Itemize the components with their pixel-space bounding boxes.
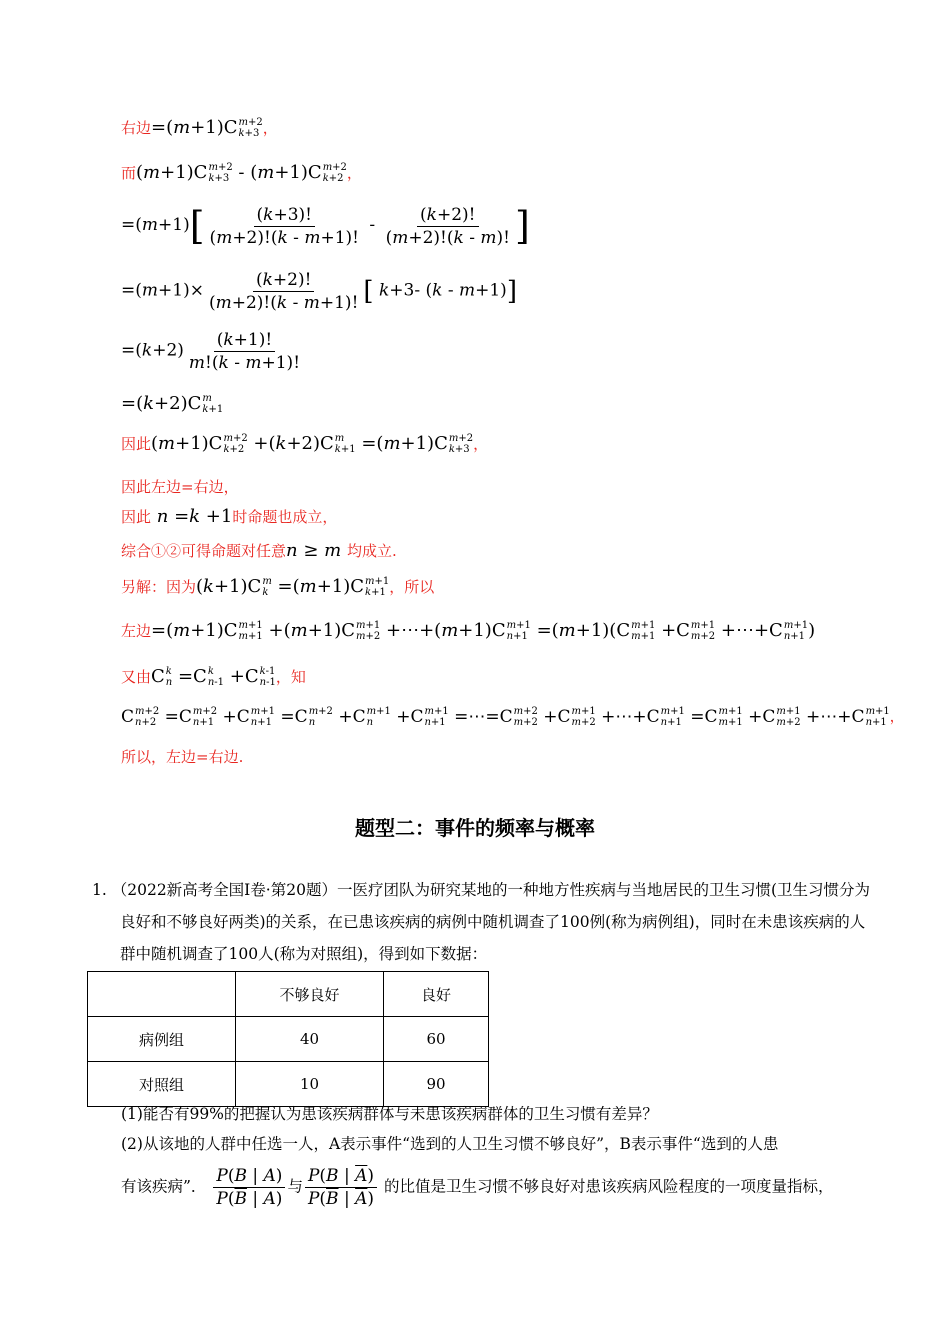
section-title: 题型二：事件的频率与概率 <box>355 816 595 840</box>
combination-chain: C m+2 n+2 =C m+2 n+1 +C m+1 n+1 =C m+2 n +C m+1 n +C m+1 n+1 =⋯=C m+2 m+2 +C m+1 m+2 +⋯+C m+1 n+1 =C m+1 m+1 +C m+1 m+2 +⋯+C m+1 n+1 ， <box>121 706 904 728</box>
also-by: 又由C k n =C k n-1 +C k-1 n-1 ，知 <box>121 666 306 688</box>
table-header-cell <box>88 972 236 1017</box>
n-equals-k-plus-1: 因此 n =k +1时命题也成立， <box>121 506 338 527</box>
table-cell: 病例组 <box>88 1017 236 1062</box>
question-2-line-1: (2)从该地的人群中任选一人，A表示事件“选到的人卫生习惯不够良好”，B表示事件“选到的人患 <box>121 1135 779 1153</box>
er-label: 而 <box>121 164 137 182</box>
right-label: 右边 <box>121 119 152 137</box>
problem-statement: （2022新高考全国Ⅰ卷·第20题）一医疗团队为研究某地的一种地方性疾病与当地居民的卫生习惯(卫生习惯分为良好和不够良好两类)的关系，在已患该疾病的病例中随机调查了100例(称为病例组)，同时在未患该疾病的人群中随机调查了100人(称为对照组)，得到如下数据： <box>111 881 871 963</box>
proof-step-2: =(m+1)× $\frac{(k+2)!}{(m+2)!(k - m+1)!}$ [ k+3- (k - m+1)] <box>121 270 517 313</box>
table-header-cell: 不够良好 <box>236 972 384 1017</box>
table-row <box>88 1017 489 1062</box>
table-header-row <box>88 972 489 1017</box>
table-cell: 对照组 <box>88 1062 236 1107</box>
proof-step-1: =(m+1)[ $\frac{(k+3)!}{(m+2)!(k - m+1)!}$ - $\frac{(k+2)!}{(m+2)!(k - m)!}$ ] <box>121 204 530 248</box>
table-cell: 90 <box>384 1062 489 1107</box>
table-cell: 10 <box>236 1062 384 1107</box>
therefore-label: 因此 <box>121 435 152 453</box>
left-equals-right: 因此左边=右边， <box>121 478 239 496</box>
proof-line-right: 右边=(m+1)C m+2 k+3 ， <box>121 117 278 139</box>
question-2-line-2: 有该疾病”． $\frac{P(B | A)}{P(\overline{B} | A)}$ 与 $\frac{P(B | \overline{A})}{P(\overline{B} | \overline{A})}$ 的比值是卫生习惯不够良好对患该疾病风险程度的一项度量指标， <box>121 1166 834 1209</box>
data-table <box>87 971 489 1107</box>
final-statement: 所以，左边=右边. <box>121 748 244 766</box>
proof-step-3: =(k+2) $\frac{(k+1)!}{m!(k - m+1)!}$ <box>121 330 301 373</box>
problem-number: 1. <box>92 881 107 899</box>
proof-step-4: =(k+2)C m k+1 <box>121 393 224 415</box>
table-cell: 40 <box>236 1017 384 1062</box>
problem-text <box>92 874 872 970</box>
table-cell: 60 <box>384 1017 489 1062</box>
left-side-sum: 左边=(m+1)C m+1 m+1 +(m+1)C m+1 m+2 +⋯+(m+1)C m+1 n+1 =(m+1)(C m+1 m+1 +C m+1 m+2 +⋯+C m+1 n+1 ) <box>121 620 816 642</box>
proof-line-er: 而(m+1)C m+2 k+3 - (m+1)C m+2 k+2 ， <box>121 162 362 184</box>
table-header-cell: 良好 <box>384 972 489 1017</box>
alt-solution: 另解：因为(k+1)C m k =(m+1)C m+1 k+1 ，所以 <box>121 576 435 598</box>
proof-therefore: 因此(m+1)C m+2 k+2 +(k+2)C m k+1 =(m+1)C m+2 k+3 ， <box>121 433 489 455</box>
conclusion: 综合①②可得命题对任意n ≥ m 均成立. <box>121 540 397 561</box>
question-1: (1)能否有99%的把握认为患该疾病群体与未患该疾病群体的卫生习惯有差异？ <box>121 1105 658 1123</box>
